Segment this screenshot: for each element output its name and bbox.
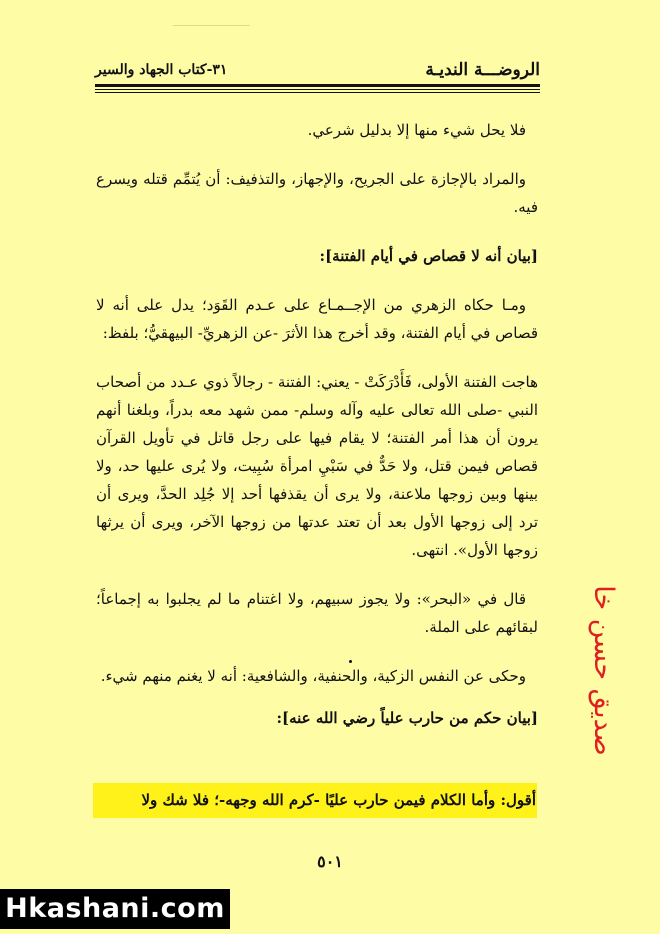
header-rule-thin — [95, 89, 540, 90]
stray-dot — [349, 660, 352, 663]
page-text — [96, 116, 538, 753]
running-title: الروضـــة النديـة — [425, 60, 540, 80]
paragraph-hanafiyya: وحكى عن النفس الزكية، والحنفية، والشافعية: أنه لا يغنم منهم شيء. — [100, 667, 526, 685]
section-heading-ali: [بيان حكم من حارب علياً رضي الله عنه]: — [276, 709, 538, 727]
watermark-logo: Hkashani.com — [0, 889, 230, 929]
highlighted-line: أقول: وأما الكلام فيمن حارب عليًا -كرم الله وجهه-؛ فلا شك ولا — [141, 791, 536, 809]
paragraph-3: ومـا حكاه الزهري من الإجــمـاع على عـدم القَوَد؛ يدل على أنه لا قصاص في أيام الفتنة، وقد أخرج هذا الأثرَ -عن الزهريِّ- البيهقيُّ؛ بلفظ: — [96, 296, 538, 342]
handwritten-signature — [558, 570, 648, 770]
page-header — [95, 60, 540, 82]
paragraph-quote: هاجت الفتنة الأولى، فَأَدْرَكَتْ - يعني: الفتنة - رجالاً ذوي عـدد من أصحاب النبي -صلى الله تعالى عليه وآله وسلم- ممن شهد معه بدراً، وبلغنا أنهم يرون أن هذا أمر الفتنة؛ لا يقام فيها على رجل قاتل في تأويل القرآن قصاص فيمن قتل، ولا حَدٌّ في سَبْيِ امرأة سُبِيت، ولا يُرى عليها حد، ولا بينها وبين زوجها ملاعنة، ولا يرى أن يقذفها أحد إلا جُلِد الحدَّ، ويرى أن ترد إلى زوجها الأول بعد أن تعتد عدتها من زوجها الآخر، ويرى أن يرثها زوجها الأول». انتهى. — [96, 373, 538, 559]
paragraph-2: والمراد بالإجازة على الجريح، والإجهاز، والتذفيف: أن يُتمِّم قتله ويسرع فيه. — [96, 170, 538, 216]
page-number: ٥٠١ — [317, 852, 343, 871]
section-heading-fitna: [بيان أنه لا قصاص في أيام الفتنة]: — [319, 247, 538, 265]
header-rule-thick — [95, 84, 540, 87]
paragraph-1: فلا يحل شيء منها إلا بدليل شرعي. — [307, 121, 526, 139]
signature-text: صديق حسن خا — [587, 584, 619, 756]
header-rule-thin-2 — [95, 92, 540, 93]
top-decorative-rule — [173, 25, 250, 26]
paragraph-bahr: قال في «البحر»: ولا يجوز سبيهم، ولا اغتنام ما لم يجلبوا به إجماعاً؛ لبقائهم على الملة. — [96, 590, 538, 636]
chapter-title: ٣١-كتاب الجهاد والسير — [95, 62, 228, 78]
